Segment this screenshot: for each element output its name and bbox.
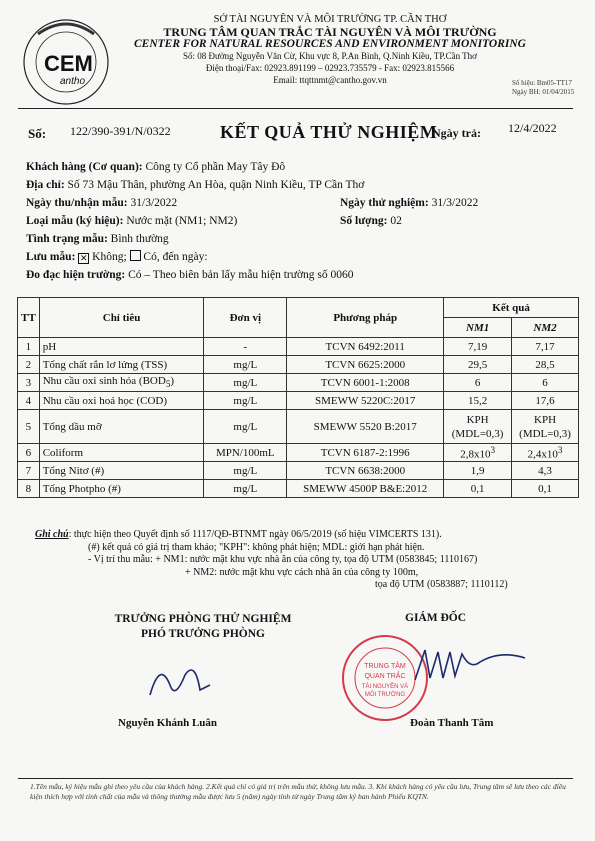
notes-line-5: tọa độ UTM (0583887; 1110112)	[375, 579, 508, 591]
cell-nm2: 0,1	[512, 480, 579, 498]
cell-nm2: 4,3	[512, 462, 579, 480]
cell-tt: 4	[18, 392, 40, 410]
cell-tt: 3	[18, 374, 40, 392]
col-header-method: Phương pháp	[287, 298, 444, 338]
ministry-name: SỞ TÀI NGUYÊN VÀ MÔI TRƯỜNG TP. CẦN THƠ	[213, 14, 447, 25]
return-date-label: Ngày trả:	[432, 126, 481, 140]
center-name-en: CENTER FOR NATURAL RESOURCES AND ENVIRONMENT MONITORING	[134, 38, 526, 50]
notes-line-4: + NM2: nước mặt khu vực cách nhà ăn của công ty 100m,	[185, 566, 419, 578]
cell-parameter: Tổng dầu mỡ	[39, 410, 204, 444]
cell-parameter: Tổng Photpho (#)	[39, 480, 204, 498]
storage-yes-checkbox[interactable]	[130, 250, 141, 261]
table-row	[18, 462, 579, 480]
cell-tt: 7	[18, 462, 40, 480]
storage-no-checkbox[interactable]: ✕	[80, 253, 88, 263]
footer-notes: 1.Tên mẫu, ký hiệu mẫu ghi theo yêu cầu của khách hàng. 2.Kết quả chỉ có giá trị trên mẫu thử, không lưu mẫu. 3. Khi khách hàng có yêu cầu lưu, Trung tâm sẽ lưu theo các điều kiện thích hợp với tính chất của mẫu và thông thường mẫu được lưu 5 (năm) ngày tính từ ngày Trung tâm ký ban hành Phiếu KQTN.	[30, 782, 566, 801]
field-measurement-line	[26, 268, 354, 283]
sample-condition-line	[26, 232, 169, 247]
logo-subtext: antho	[60, 76, 86, 87]
sample-type-label: Loại mẫu (ký hiệu):	[26, 215, 124, 227]
left-signatory-title	[98, 612, 308, 642]
table-row	[18, 338, 579, 356]
cell-method: TCVN 6492:2011	[287, 338, 444, 356]
return-date-value: 12/4/2022	[508, 121, 557, 135]
col-header-nm2: NM2	[512, 318, 579, 338]
form-issue-date: Ngày BH: 01/04/2015	[512, 88, 575, 96]
customer-line	[26, 160, 285, 175]
table-row	[18, 374, 579, 392]
col-header-parameter: Chỉ tiêu	[39, 298, 204, 338]
table-row	[18, 392, 579, 410]
cem-logo	[18, 14, 130, 109]
cell-nm2: 17,6	[512, 392, 579, 410]
sample-storage-line	[26, 250, 208, 265]
table-row	[18, 480, 579, 498]
cell-nm1: 7,19	[444, 338, 512, 356]
cell-nm2: 6	[512, 374, 579, 392]
customer-label: Khách hàng (Cơ quan):	[26, 161, 143, 173]
notes-text-1: : thực hiện theo Quyết định số 1117/QĐ-BTNMT ngày 06/5/2019 (số hiệu VIMCERTS 131).	[68, 529, 442, 540]
cell-nm2	[512, 444, 579, 462]
header-divider	[18, 108, 573, 109]
received-date-line	[26, 196, 177, 211]
cell-nm2: 7,17	[512, 338, 579, 356]
center-name-vi: TRUNG TÂM QUAN TRẮC TÀI NGUYÊN VÀ MÔI TRƯỜNG	[163, 25, 497, 39]
quantity-label: Số lượng:	[340, 215, 388, 227]
address-line	[26, 178, 364, 193]
notes-line-1	[35, 529, 508, 542]
svg-text:MÔI TRƯỜNG: MÔI TRƯỜNG	[364, 692, 406, 698]
cell-tt: 5	[18, 410, 40, 444]
cell-unit: mg/L	[204, 374, 287, 392]
nm1-mdl: (MDL=0,3)	[451, 427, 504, 440]
center-phone: Điện thoại/Fax: 02923.891199 – 02923.735579 - Fax: 02923.815566	[205, 63, 455, 73]
cell-unit: -	[204, 338, 287, 356]
cell-unit: mg/L	[204, 410, 287, 444]
parameter-subscript: 5	[165, 379, 171, 390]
svg-text:TRUNG TÂM: TRUNG TÂM	[364, 663, 406, 670]
col-header-nm1: NM1	[444, 318, 512, 338]
cell-method: TCVN 6638:2000	[287, 462, 444, 480]
table-row	[18, 410, 579, 444]
footer-divider	[18, 778, 573, 779]
cell-parameter: Tổng Nitơ (#)	[39, 462, 204, 480]
parameter-text: Nhu cầu oxi sinh hóa (BOD	[42, 375, 166, 388]
cell-nm1: 0,1	[444, 480, 512, 498]
left-signatory-name: Nguyễn Khánh Luân	[118, 717, 218, 729]
notes-line-2: (#) kết quả có giá trị tham khảo; "KPH": không phát hiện; MDL: giới hạn phát hiện.	[88, 541, 425, 553]
cell-nm1: 1,9	[444, 462, 512, 480]
storage-no-label: Không;	[92, 251, 127, 263]
svg-text:TÀI NGUYÊN VÀ: TÀI NGUYÊN VÀ	[361, 684, 409, 690]
cell-unit: mg/L	[204, 480, 287, 498]
page-title: KẾT QUẢ THỬ NGHIỆM	[220, 122, 438, 142]
field-measurement-label: Đo đạc hiện trường:	[26, 269, 126, 281]
so-label: Số:	[28, 126, 47, 141]
received-date-value: 31/3/2022	[130, 197, 178, 209]
cell-nm1: 6	[444, 374, 512, 392]
left-signature	[140, 655, 220, 710]
table-row	[18, 444, 579, 462]
cell-tt: 2	[18, 356, 40, 374]
cell-nm1: 29,5	[444, 356, 512, 374]
customer-value: Công ty Cổ phần May Tây Đô	[145, 161, 286, 173]
cell-tt: 6	[18, 444, 40, 462]
col-header-result: Kết quả	[444, 298, 579, 318]
cell-parameter: Coliform	[39, 444, 204, 462]
cell-parameter: Tổng chất rắn lơ lửng (TSS)	[39, 356, 204, 374]
report-number: 122/390-391/N/0322	[70, 124, 171, 138]
cell-tt: 8	[18, 480, 40, 498]
cell-tt: 1	[18, 338, 40, 356]
received-date-label: Ngày thu/nhận mẫu:	[26, 197, 128, 209]
form-number: Số hiệu: Bm05-TT17	[512, 79, 572, 87]
logo-text: CEM	[44, 51, 93, 76]
cell-unit: mg/L	[204, 462, 287, 480]
field-measurement-value: Có – Theo biên bản lấy mẫu hiện trường số 0060	[128, 269, 354, 281]
notes-block	[35, 529, 508, 592]
parameter-text-end: )	[170, 375, 175, 388]
cell-method: TCVN 6187-2:1996	[287, 444, 444, 462]
nm1-value: KPH	[466, 413, 489, 426]
left-title-line-1: TRƯỞNG PHÒNG THỬ NGHIỆM	[114, 613, 292, 625]
cell-method: TCVN 6625:2000	[287, 356, 444, 374]
address-label: Địa chỉ:	[26, 179, 65, 191]
notes-label: Ghi chú	[35, 529, 69, 540]
storage-yes-label: Có, đến ngày:	[143, 251, 208, 263]
cell-unit: mg/L	[204, 392, 287, 410]
cell-method: TCVN 6001-1:2008	[287, 374, 444, 392]
letterhead	[120, 14, 540, 86]
nm1-exponent: 3	[490, 444, 496, 455]
test-date-label: Ngày thử nghiệm:	[340, 197, 429, 209]
nm2-exponent: 3	[557, 444, 563, 455]
table-row	[18, 356, 579, 374]
sample-condition-value: Bình thường	[110, 233, 169, 245]
right-signatory-name: Đoàn Thanh Tâm	[410, 717, 494, 729]
sample-type-value: Nước mặt (NM1; NM2)	[126, 215, 238, 227]
form-code	[512, 79, 574, 97]
quantity-value: 02	[390, 215, 402, 227]
cell-parameter: pH	[39, 338, 204, 356]
cell-nm1: 15,2	[444, 392, 512, 410]
sample-storage-label: Lưu mẫu:	[26, 251, 76, 263]
center-address: Số: 08 Đường Nguyễn Văn Cừ, Khu vực 8, P.An Bình, Q.Ninh Kiều, TP.Cần Thơ	[183, 51, 477, 61]
sample-condition-label: Tình trạng mẫu:	[26, 233, 108, 245]
test-date-value: 31/3/2022	[431, 197, 479, 209]
test-date-line	[340, 196, 478, 211]
nm2-value: 2,4x10	[527, 448, 558, 461]
svg-text:QUAN TRẮC: QUAN TRẮC	[364, 673, 406, 680]
cell-nm2	[512, 410, 579, 444]
cell-unit: MPN/100mL	[204, 444, 287, 462]
cell-parameter: Nhu cầu oxi hoá học (COD)	[39, 392, 204, 410]
cell-nm1	[444, 444, 512, 462]
nm2-mdl: (MDL=0,3)	[519, 427, 571, 440]
col-header-tt: TT	[18, 298, 40, 338]
cell-parameter	[39, 374, 204, 392]
center-email: Email: ttqttnmt@cantho.gov.vn	[273, 75, 387, 85]
nm2-value: KPH	[534, 413, 557, 426]
cell-nm1	[444, 410, 512, 444]
left-title-line-2: PHÓ TRƯỞNG PHÒNG	[141, 628, 265, 640]
quantity-line	[340, 214, 402, 229]
address-value: Số 73 Mậu Thân, phường An Hòa, quận Ninh Kiều, TP Cần Thơ	[67, 179, 365, 191]
cell-method: SMEWW 4500P B&E:2012	[287, 480, 444, 498]
cell-method: SMEWW 5220C:2017	[287, 392, 444, 410]
right-signatory-title: GIÁM ĐỐC	[405, 612, 467, 624]
sample-type-line	[26, 214, 237, 229]
notes-line-3: - Vị trí thu mẫu: + NM1: nước mặt khu vực nhà ăn của công ty, tọa độ UTM (0583845; 1110167)	[88, 554, 478, 566]
cell-method: SMEWW 5520 B:2017	[287, 410, 444, 444]
results-table	[17, 297, 579, 498]
cell-unit: mg/L	[204, 356, 287, 374]
right-signature	[410, 640, 530, 690]
nm1-value: 2,8x10	[460, 448, 491, 461]
cell-nm2: 28,5	[512, 356, 579, 374]
col-header-unit: Đơn vị	[204, 298, 287, 338]
